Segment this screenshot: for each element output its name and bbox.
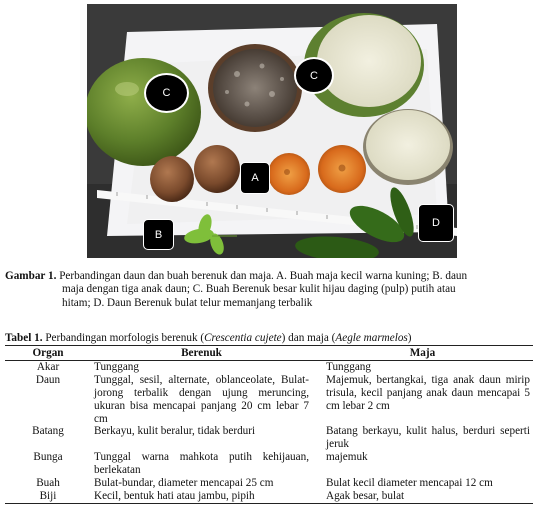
cell-berenuk: Tunggal, sesil, alternate, oblanceolate, Bulat-jorong terbalik dengan ujung meruncing, ukuran bisa mencapai panjang 20 cm lebar 7 cm (94, 373, 309, 425)
cell-organ: Biji (5, 490, 91, 503)
caption-line-2: maja dengan tiga anak daun; C. Buah Berenuk besar kulit hijau daging (pulp) putih atau (62, 283, 456, 296)
label-a: A (240, 162, 270, 194)
header-berenuk: Berenuk (91, 346, 312, 361)
cell-organ: Daun (35, 373, 61, 386)
table-row (5, 490, 533, 503)
cell-berenuk: Berkayu, kulit beralur, tidak berduri (94, 425, 256, 438)
cell-maja: Agak besar, bulat (312, 490, 533, 503)
comparison-table (5, 345, 533, 504)
cell-organ: Buah (36, 477, 60, 490)
table-row (5, 374, 533, 426)
table-title-species-1: Crescentia cujete (204, 332, 282, 344)
cell-maja: majemuk (326, 451, 368, 464)
label-d: D (418, 204, 454, 242)
cell-berenuk: Bulat-bundar, diameter mencapai 25 cm (94, 477, 274, 490)
header-maja: Maja (312, 346, 533, 361)
caption-line-3: hitam; D. Daun Berenuk bulat telur memanjang terbalik (62, 296, 313, 309)
table-row (5, 360, 533, 373)
label-c-right: C (294, 57, 334, 94)
cell-organ: Akar (36, 360, 60, 373)
cell-berenuk: Kecil, bentuk hati atau jambu, pipih (91, 490, 312, 503)
caption-label: Gambar 1. (5, 270, 57, 282)
table-header-row (5, 346, 533, 361)
cell-maja: Bulat kecil diameter mencapai 12 cm (326, 477, 493, 490)
table-title (5, 332, 533, 345)
photo-illustration (87, 4, 457, 258)
label-c-left: C (144, 73, 189, 113)
table-title-mid: ) dan maja ( (281, 332, 336, 344)
table-row (5, 477, 533, 490)
table-title-species-2: Aegle marmelos (335, 332, 408, 344)
cell-organ: Batang (32, 425, 64, 438)
cell-maja: Tunggang (326, 360, 371, 373)
caption-text-1: Perbandingan daun dan buah berenuk dan maja. A. Buah maja kecil warna kuning; B. daun (59, 270, 468, 282)
figure-caption (5, 270, 533, 310)
figure-photo (87, 4, 457, 258)
table-label: Tabel 1. (5, 332, 43, 344)
table-title-pre: Perbandingan morfologis berenuk ( (45, 332, 205, 344)
caption-line-1 (5, 270, 533, 283)
cell-organ: Bunga (33, 451, 63, 464)
table-title-post: ) (407, 332, 412, 344)
header-organ: Organ (5, 346, 91, 361)
cell-berenuk: Tunggal warna mahkota putih kehijauan, berlekatan (94, 451, 309, 477)
cell-maja: Majemuk, bertangkai, tiga anak daun mirip trisula, kecil panjang anak daun mencapai 5 cm lebar 2 cm (326, 373, 530, 412)
cell-berenuk: Tunggang (94, 360, 139, 373)
table-row (5, 451, 533, 477)
table-row (5, 425, 533, 451)
cell-maja: Batang berkayu, kulit halus, berduri seperti jeruk (326, 425, 530, 451)
label-b: B (143, 219, 174, 250)
